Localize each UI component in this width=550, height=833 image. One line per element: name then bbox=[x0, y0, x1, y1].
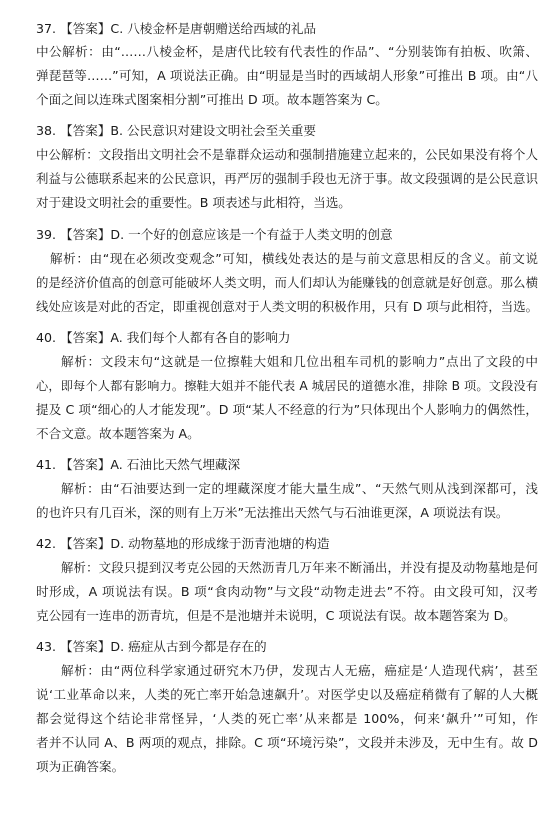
explanation-line: 说‘工业革命以来，人类的死亡率开始急速飙升’。对医学史以及癌症稍微有了解的人大概 bbox=[36, 687, 538, 702]
question-answer-line: 41. 【答案】A. 石油比天然气埋藏深 bbox=[36, 457, 241, 472]
explanation-line: 时形成，A 项说法有误。B 项“食肉动物”与文段“动物走进去”不符。由文段可知，汉考 bbox=[36, 584, 538, 599]
question-answer-line: 42. 【答案】D. 动物墓地的形成缘于沥青池塘的构造 bbox=[36, 536, 330, 551]
explanation-line: 解析：由“现在必须改变观念”可知，横线处表达的是与前文意思相反的含义。前文说 bbox=[50, 251, 538, 266]
question-answer-line: 38. 【答案】B. 公民意识对建设文明社会至关重要 bbox=[36, 123, 316, 138]
explanation-line: 都会觉得这个结论非常怪异，‘人类的死亡率’从来都是 100%，何来‘飙升’”可知，作 bbox=[36, 711, 538, 726]
explanation-line: 弹琵琶等……”可知，A 项说法正确。由“明显是当时的西域胡人形象”可推出 B 项。由“八 bbox=[36, 68, 538, 83]
explanation-line: 个面之间以连珠式图案相分割”可推出 D 项。故本题答案为 C。 bbox=[36, 92, 388, 107]
explanation-line: 提及 C 项“细心的人才能发现”。D 项“某人不经意的行为”只体现出个人影响力的偶然性， bbox=[36, 402, 538, 417]
explanation-line: 解析：文段末句“这就是一位擦鞋大姐和几位出租车司机的影响力”点出了文段的中 bbox=[61, 354, 538, 369]
explanation-line: 线处应该是对此的否定，即重视创意对于人类文明的积极作用，只有 D 项与此相符，当选。 bbox=[36, 299, 538, 314]
explanation-line: 中公解析：由“……八棱金杯，是唐代比较有代表性的作品”、“分别装饰有拍板、吹箫、 bbox=[36, 44, 538, 59]
explanation-line: 心，即每个人都有影响力。擦鞋大姐并不能代表 A 城居民的道德水准，排除 B 项。文段没有 bbox=[36, 379, 538, 393]
question-answer-line: 39. 【答案】D. 一个好的创意应该是一个有益于人类文明的创意 bbox=[36, 227, 393, 242]
explanation-line: 的是经济价值高的创意可能破坏人类文明，而人们却认为能赚钱的创意就是好创意。那么横 bbox=[36, 275, 538, 290]
explanation-line: 项为正确答案。 bbox=[36, 759, 125, 774]
explanation-line: 解析：由“石油要达到一定的埋藏深度才能大量生成”、“天然气则从浅到深都可，浅 bbox=[61, 481, 538, 496]
question-answer-line: 37. 【答案】C. 八棱金杯是唐朝赠送给西域的礼品 bbox=[36, 21, 317, 36]
explanation-line: 解析：由“两位科学家通过研究木乃伊，发现古人无癌，癌症是‘人造现代病’，甚至 bbox=[61, 663, 538, 678]
explanation-line: 的也许只有几百米，深的则有上万米”无法推出天然气与石油谁更深，A 项说法有误。 bbox=[36, 505, 509, 520]
question-answer-line: 43. 【答案】D. 癌症从古到今都是存在的 bbox=[36, 639, 267, 654]
explanation-line: 中公解析：文段指出文明社会不是靠群众运动和强制措施建立起来的，公民如果没有将个人 bbox=[36, 147, 538, 162]
explanation-line: 解析：文段只提到汉考克公园的天然沥青几万年来不断涌出，并没有提及动物墓地是何 bbox=[61, 560, 538, 575]
explanation-line: 利益与公德联系起来的公民意识，再严厉的强制手段也无济于事。故文段强调的是公民意识 bbox=[36, 171, 538, 186]
explanation-line: 者并不认同 A、B 两项的观点，排除。C 项“环境污染”，文段并未涉及，无中生有。故 D bbox=[36, 735, 538, 750]
question-answer-line: 40. 【答案】A. 我们每个人都有各自的影响力 bbox=[36, 330, 291, 345]
explanation-line: 对于建设文明社会的重要性。B 项表述与此相符，当选。 bbox=[36, 195, 351, 210]
explanation-line: 克公园有一连串的沥青坑，但是不是池塘并未说明，C 项说法有误。故本题答案为 D。 bbox=[36, 608, 516, 623]
explanation-line: 不合文意。故本题答案为 A。 bbox=[36, 426, 200, 441]
